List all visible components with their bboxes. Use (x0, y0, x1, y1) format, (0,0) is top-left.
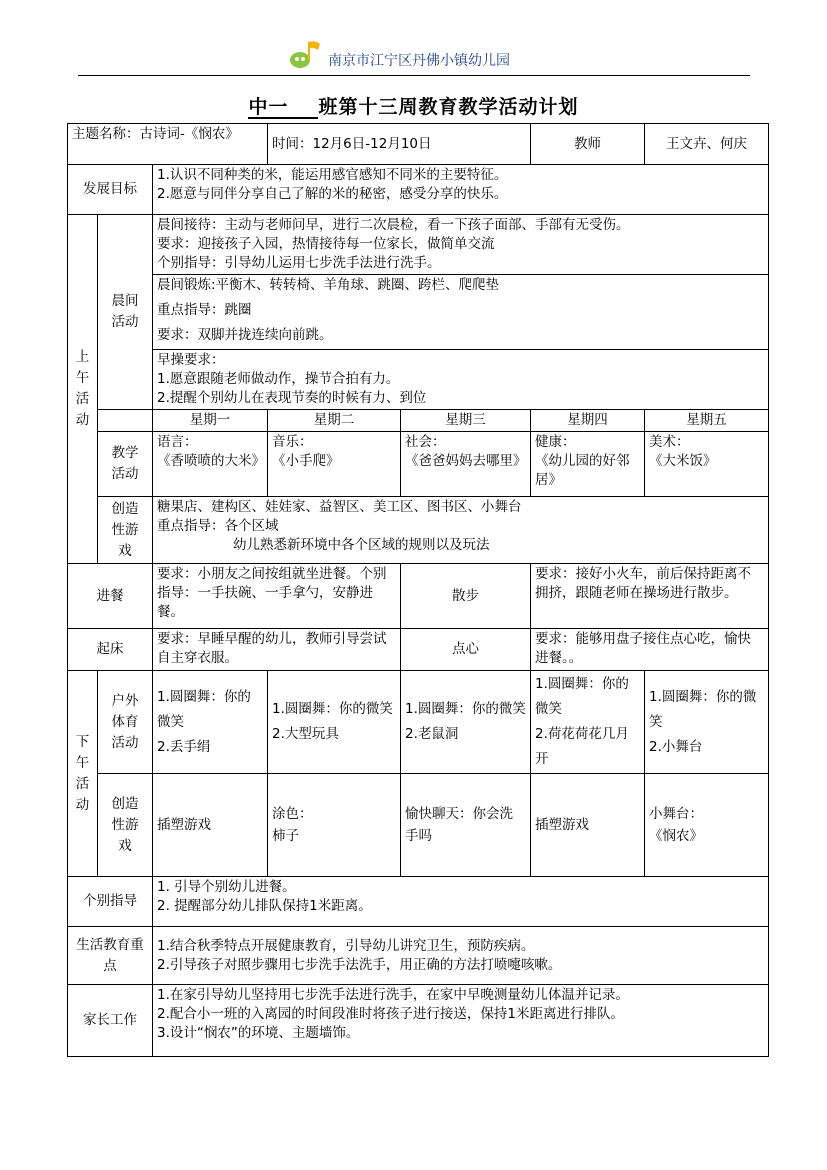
creative-pm-cell: 愉快聊天：你会洗手吗 (401, 774, 531, 877)
creative-pm-cell: 插塑游戏 (153, 774, 268, 877)
meal-row (68, 564, 769, 629)
drill-line: 1.愿意跟随老师做动作，操节合拍有力。 (157, 371, 400, 387)
creative-am-line: 重点指导：各个区域 (157, 518, 279, 534)
weekday-spacer (98, 410, 153, 432)
afternoon-label: 下午活动 (68, 671, 98, 877)
drill-content (153, 350, 769, 410)
snack-label: 点心 (401, 629, 531, 671)
exercise-content (153, 275, 769, 350)
teaching-row (68, 432, 769, 497)
morning-label: 上午活动 (68, 215, 98, 564)
title-rest: 班第十三周教育教学活动计划 (318, 96, 579, 118)
individual-label: 个别指导 (68, 877, 153, 927)
morning-sub-label: 晨间活动 (98, 215, 153, 410)
creative-am-content (153, 497, 769, 564)
school-name: 南京市江宁区丹佛小镇幼儿园 (328, 53, 510, 69)
teaching-cell: 社会： 《爸爸妈妈去哪里》 (401, 432, 531, 497)
outdoor-row (68, 671, 769, 774)
creative-am-line: 幼儿熟悉新环境中各个区域的规则以及玩法 (233, 537, 490, 553)
info-row (68, 124, 769, 165)
creative-pm-cell: 涂色： 柿子 (268, 774, 401, 877)
parents-content (153, 985, 769, 1057)
creative-am-label: 创造性游戏 (98, 497, 153, 564)
page-title (0, 92, 827, 119)
drill-row (68, 350, 769, 410)
parents-line: 2.配合小一班的入离园的时间段准时将孩子进行接送，保持1米距离进行排队。 (157, 1006, 624, 1022)
teacher-label: 教师 (531, 124, 645, 165)
theme-cell (68, 124, 268, 165)
teacher-names: 王文卉、何庆 (645, 124, 769, 165)
class-name: 中一 (248, 97, 318, 119)
creative-pm-cell: 小舞台： 《悯农》 (645, 774, 769, 877)
exercise-line: 晨间锻炼:平衡木、转转椅、羊角球、跳圈、跨栏、爬爬垫 (157, 277, 500, 293)
goals-label: 发展目标 (68, 165, 153, 215)
outdoor-cell: 1.圆圈舞：你的微笑 2.老鼠洞 (401, 671, 531, 774)
walk-text: 要求：接好小火车，前后保持距离不拥挤，跟随老师在操场进行散步。 (531, 564, 769, 629)
weekday-thursday: 星期四 (531, 410, 645, 432)
individual-line: 2. 提醒部分幼儿排队保持1米距离。 (157, 898, 372, 914)
outdoor-cell: 1.圆圈舞：你的微笑 2.小舞台 (645, 671, 769, 774)
parents-label: 家长工作 (68, 985, 153, 1057)
life-line: 1.结合秋季特点开展健康教育，引导幼儿讲究卫生，预防疾病。 (157, 937, 535, 954)
exercise-line: 要求：双脚并拢连续向前跳。 (157, 327, 333, 343)
goals-line: 1.认识不同种类的米，能运用感官感知不同米的主要特征。 (157, 167, 508, 183)
reception-line: 个别指导：引导幼儿运用七步洗手法进行洗手。 (157, 255, 441, 271)
life-content (153, 927, 769, 985)
parents-row (68, 985, 769, 1057)
creative-pm-cell: 插塑游戏 (531, 774, 645, 877)
life-line: 2.引导孩子对照步骤用七步洗手法洗手，用正确的方法打喷嚏咳嗽。 (157, 956, 562, 973)
theme-text: 主题名称：古诗词-《悯农》 (72, 126, 239, 142)
page-header (78, 36, 750, 76)
teaching-cell: 语言： 《香喷喷的大米》 (153, 432, 268, 497)
outdoor-cell: 1.圆圈舞：你的微笑 2.荷花荷花几月开 (531, 671, 645, 774)
reception-line: 晨间接待：主动与老师问早，进行二次晨检，看一下孩子面部、手部有无受伤。 (157, 217, 630, 233)
creative-am-line: 糖果店、建构区、娃娃家、益智区、美工区、图书区、小舞台 (157, 499, 522, 515)
outdoor-cell: 1.圆圈舞：你的微笑 2.丢手绢 (153, 671, 268, 774)
individual-content (153, 877, 769, 927)
wakeup-row (68, 629, 769, 671)
meal-text: 要求：小朋友之间按组就坐进餐。个别指导：一手扶碗、一手拿勺，安静进餐。 (153, 564, 401, 629)
creative-pm-row (68, 774, 769, 877)
outdoor-label: 户外体育活动 (98, 671, 153, 774)
weekday-tuesday: 星期二 (268, 410, 401, 432)
teaching-cell: 美术： 《大米饭》 (645, 432, 769, 497)
wakeup-label: 起床 (68, 629, 153, 671)
reception-row (68, 215, 769, 275)
weekday-wednesday: 星期三 (401, 410, 531, 432)
teaching-label: 教学活动 (98, 432, 153, 497)
reception-line: 要求：迎接孩子入园，热情接待每一位家长，做简单交流 (157, 236, 495, 252)
meal-label: 进餐 (68, 564, 153, 629)
life-label: 生活教育重点 (68, 927, 153, 985)
parents-line: 3.设计“悯农”的环境、主题墙饰。 (157, 1025, 360, 1041)
life-row (68, 927, 769, 985)
weekday-monday: 星期一 (153, 410, 268, 432)
individual-line: 1. 引导个别幼儿进餐。 (157, 879, 296, 895)
time-text: 时间：12月6日-12月10日 (272, 135, 432, 152)
school-logo-icon (288, 38, 322, 70)
wakeup-text: 要求：早睡早醒的幼儿，教师引导尝试自主穿衣服。 (153, 629, 401, 671)
parents-line: 1.在家引导幼儿坚持用七步洗手法进行洗手，在家中早晚测量幼儿体温并记录。 (157, 987, 629, 1003)
creative-am-row (68, 497, 769, 564)
weekday-friday: 星期五 (645, 410, 769, 432)
goals-content (153, 165, 769, 215)
goals-line: 2.愿意与同伴分享自己了解的米的秘密，感受分享的快乐。 (157, 186, 508, 202)
teaching-cell: 健康： 《幼儿园的好邻居》 (531, 432, 645, 497)
drill-line: 早操要求： (157, 352, 225, 368)
weekday-row (68, 410, 769, 432)
exercise-row (68, 275, 769, 350)
walk-label: 散步 (401, 564, 531, 629)
exercise-line: 重点指导：跳圈 (157, 302, 252, 318)
reception-content (153, 215, 769, 275)
creative-pm-label: 创造性游戏 (98, 774, 153, 877)
individual-row (68, 877, 769, 927)
goals-row (68, 165, 769, 215)
outdoor-cell: 1.圆圈舞：你的微笑 2.大型玩具 (268, 671, 401, 774)
time-cell (268, 124, 531, 165)
teaching-cell: 音乐： 《小手爬》 (268, 432, 401, 497)
drill-line: 2.提醒个别幼儿在表现节奏的时候有力、到位 (157, 390, 427, 406)
plan-table (67, 123, 769, 1057)
snack-text: 要求：能够用盘子接住点心吃，愉快进餐。。 (531, 629, 769, 671)
